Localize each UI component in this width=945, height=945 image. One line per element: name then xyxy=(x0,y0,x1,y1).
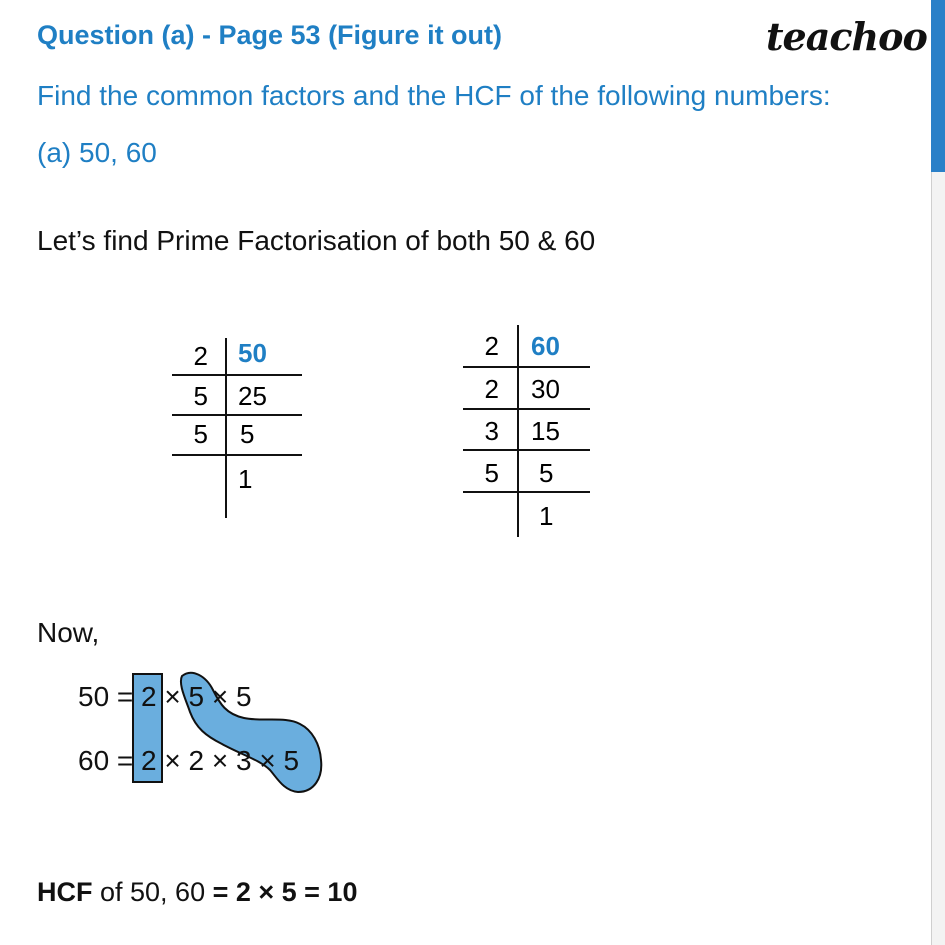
hcf-result xyxy=(37,877,357,908)
quotient-60-1: 30 xyxy=(531,374,560,404)
divisor-60-2: 2 xyxy=(484,374,499,404)
factorisation-50: 50 = 2 × 5 × 5 xyxy=(78,681,252,712)
intro-text: Let’s find Prime Factorisation of both 50 & 60 xyxy=(37,225,596,256)
quotient-60-2: 15 xyxy=(531,416,560,446)
teachoo-logo[interactable]: teachoo xyxy=(766,14,927,59)
divisor-60-1: 2 xyxy=(484,331,499,361)
hcf-middle: of 50, 60 xyxy=(92,877,213,907)
question-text: Find the common factors and the HCF of the following numbers: xyxy=(37,80,831,111)
quotient-60-4: 1 xyxy=(539,501,554,531)
now-label: Now, xyxy=(37,617,100,648)
hcf-label: HCF xyxy=(37,877,93,907)
quotient-50-2: 5 xyxy=(240,419,255,449)
question-title: Question (a) - Page 53 (Figure it out) xyxy=(37,20,503,50)
divisor-60-3: 3 xyxy=(484,416,499,446)
divisor-50-1: 2 xyxy=(193,341,208,371)
hcf-value: = 2 × 5 = 10 xyxy=(212,877,358,907)
quotient-60-3: 5 xyxy=(539,458,554,488)
quotient-50-1: 25 xyxy=(238,381,267,411)
divisor-50-2: 5 xyxy=(193,381,208,411)
dividend-50: 50 xyxy=(238,338,267,368)
quotient-50-3: 1 xyxy=(238,464,253,494)
scrollbar-thumb[interactable] xyxy=(931,0,945,172)
factorisation-60: 60 = 2 × 2 × 3 × 5 xyxy=(78,745,300,776)
question-part: (a) 50, 60 xyxy=(37,137,157,168)
dividend-60: 60 xyxy=(531,331,560,361)
divisor-50-3: 5 xyxy=(193,419,208,449)
divisor-60-4: 5 xyxy=(484,458,499,488)
